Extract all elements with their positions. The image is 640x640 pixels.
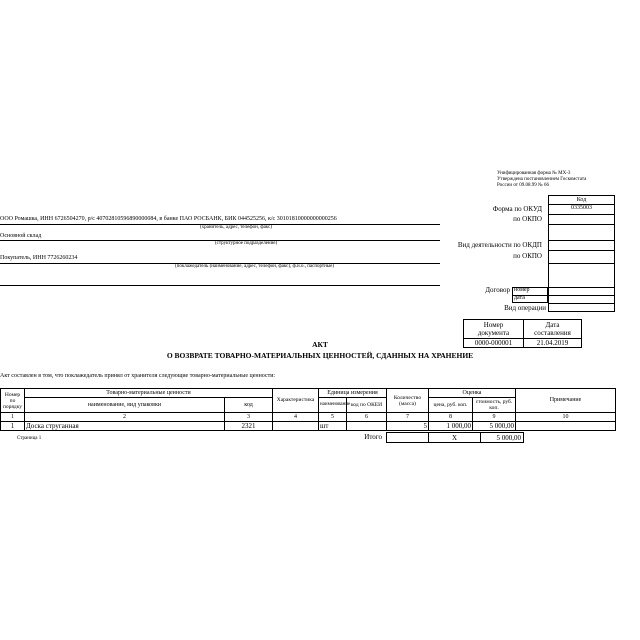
h-goods: Товарно-материальные ценности <box>25 389 273 398</box>
row-name: Доска струганная <box>25 422 225 431</box>
col-number: 2 <box>25 413 225 422</box>
okud-value: 0335003 <box>571 205 592 211</box>
row-code: 2321 <box>225 422 273 431</box>
row-note <box>516 422 616 431</box>
row-price: 1 000,00 <box>429 422 473 431</box>
doc-subtitle: О ВОЗВРАТЕ ТОВАРНО-МАТЕРИАЛЬНЫХ ЦЕННОСТЕЙ, СДАННЫХ НА ХРАНЕНИЕ <box>166 351 474 360</box>
h-unit-name: наименование <box>319 398 347 413</box>
total-sum: 5 000,00 <box>480 432 524 443</box>
custodian-text: ООО Ромашка, ИНН 6726504270, р/с 40702810596890000084, в банке ПАО РОСБАНК, БИК 044525256, к/с 30101810000000000256 <box>0 216 337 222</box>
intro-text: Акт составлен в том, что поклажедатель принял от хранителя следующие товарно-материальные ценности: <box>0 373 276 379</box>
col-number: 6 <box>347 413 387 422</box>
doc-date-header: Дата составления <box>524 320 582 339</box>
row-qty: 5 <box>387 422 429 431</box>
h-num: Номер по порядку <box>1 389 25 413</box>
row-num: 1 <box>1 422 25 431</box>
total-qty-cell <box>386 432 429 443</box>
row-sum: 5 000,00 <box>473 422 516 431</box>
h-price: цена, руб. коп. <box>429 398 473 413</box>
col-number: 8 <box>429 413 473 422</box>
col-number: 5 <box>319 413 347 422</box>
division-text: Основной склад <box>0 233 42 239</box>
h-qty: Количество (масса) <box>387 389 429 413</box>
total-label: Итого <box>364 433 382 441</box>
h-name: наименование, вид упаковки <box>25 398 225 413</box>
total-price: Х <box>428 432 481 443</box>
doc-number-table <box>463 319 582 348</box>
h-char: Характеристика <box>273 389 319 413</box>
h-unit: Единица измерения <box>319 389 387 398</box>
h-sum: стоимость, руб. коп. <box>473 398 516 413</box>
col-numbers-row <box>1 413 616 422</box>
depositor-text: Покупатель, ИНН 7726260234 <box>0 255 78 261</box>
row-unit: шт <box>319 422 347 431</box>
goods-table <box>0 388 616 431</box>
col-number: 3 <box>225 413 273 422</box>
col-number: 7 <box>387 413 429 422</box>
division-caption: (структурное подразделение) <box>215 241 278 246</box>
operation-label: Вид операции <box>504 304 546 312</box>
doc-date: 21.04.2019 <box>524 339 582 348</box>
okud-label: Форма по ОКУД <box>492 205 542 213</box>
form-approval-line3: России от 09.08.99 № 66 <box>497 183 549 188</box>
okpo2-label: по ОКПО <box>513 252 542 260</box>
form-approval-line2: Утверждена постановлением Госкомстата <box>497 177 587 182</box>
h-note: Примечание <box>516 389 616 413</box>
h-value: Оценка <box>429 389 516 398</box>
contract-label: Договор <box>485 286 510 294</box>
row-okei <box>347 422 387 431</box>
col-number: 1 <box>1 413 25 422</box>
col-number: 10 <box>516 413 616 422</box>
doc-number: 0000-000001 <box>464 339 524 348</box>
form-approval-line1: Унифицированная форма № МХ-3 <box>497 171 571 176</box>
col-number: 4 <box>273 413 319 422</box>
okdp-label: Вид деятельности по ОКДП <box>457 241 542 249</box>
doc-number-header: Номер документа <box>464 320 524 339</box>
codes-header: Код <box>576 197 587 203</box>
page-label: Страница 1 <box>17 436 42 441</box>
doc-title: АКТ <box>312 340 328 349</box>
custodian-caption: (хранитель, адрес, телефон, факс) <box>200 225 272 230</box>
depositor-caption: (поклажедатель (наименование, адрес, телефон, факс), ф.и.о., паспортные) <box>175 264 335 269</box>
h-code: код <box>225 398 273 413</box>
h-unit-okei: код по ОКЕИ <box>347 398 387 413</box>
contract-date-label: дата <box>514 295 525 301</box>
table-row <box>1 422 616 431</box>
row-char <box>273 422 319 431</box>
okpo-label: по ОКПО <box>513 215 542 223</box>
col-number: 9 <box>473 413 516 422</box>
contract-number-label: номер <box>514 287 530 293</box>
